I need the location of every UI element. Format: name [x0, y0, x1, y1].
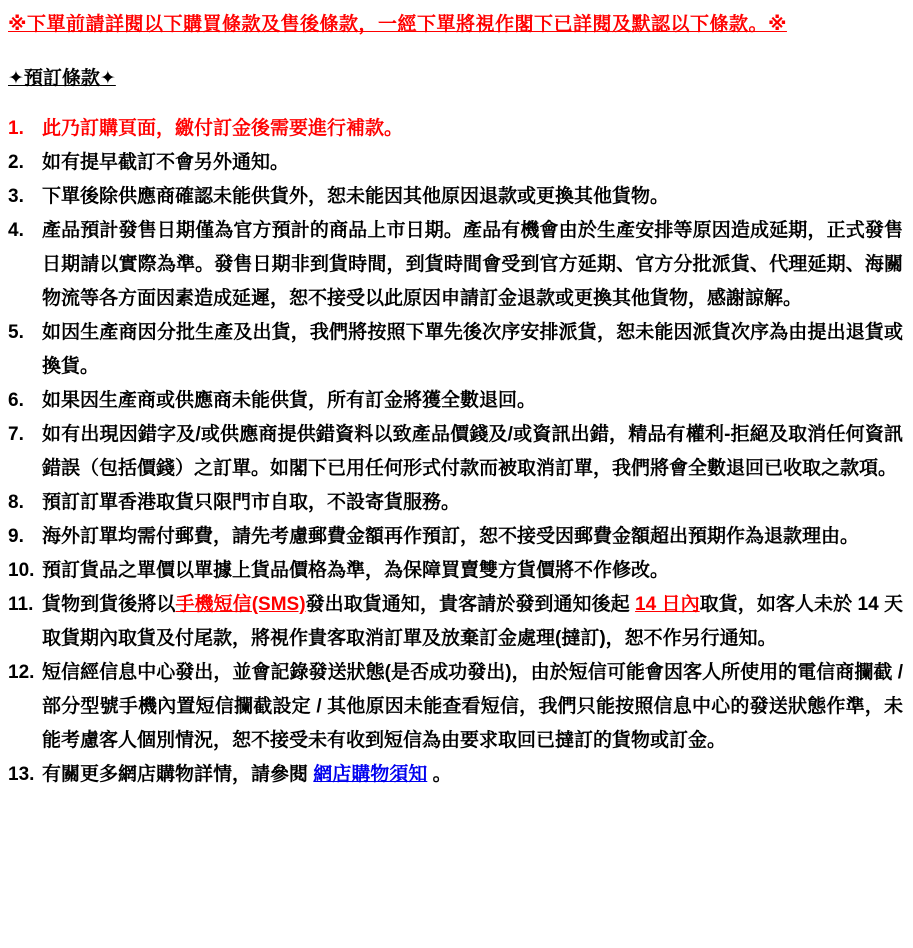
term-text: 如果因生產商或供應商未能供貨，所有訂金將獲全數退回。: [42, 390, 537, 411]
term-item-4: [8, 214, 903, 316]
term-item-13: [8, 758, 903, 792]
term-item-10: [8, 554, 903, 588]
page-title: ※下單前請詳閱以下購買條款及售後條款，一經下單將視作閣下已詳閱及默認以下條款。※: [8, 14, 787, 35]
term-text-segment: 。: [427, 764, 452, 785]
term-text-segment: 有關更多網店購物詳情，請參閱: [42, 764, 314, 785]
term-text-segment: 取貨，如客人未於 14 天取貨期內取貨及付尾款，將視作貴客取消訂單及放棄訂金處理(撻訂)，恕不作另行通知。: [42, 594, 903, 649]
term-number: 5.: [8, 322, 24, 343]
term-number: 13.: [8, 764, 35, 785]
term-text: 下單後除供應商確認未能供貨外，恕未能因其他原因退款或更換其他貨物。: [42, 186, 670, 207]
term-text-segment: 發出取貨通知，貴客請於發到通知後起: [305, 594, 636, 615]
term-item-7: [8, 418, 903, 486]
term-item-11: [8, 588, 903, 656]
term-text: 預訂訂單香港取貨只限門市自取，不設寄貨服務。: [42, 492, 461, 513]
term-number: 1.: [8, 118, 24, 139]
term-number: 4.: [8, 220, 24, 241]
term-text: [42, 758, 903, 792]
term-text: 產品預計發售日期僅為官方預計的商品上市日期。產品有機會由於生產安排等原因造成延期，正式發售日期請以實際為準。發售日期非到貨時間，到貨時間會受到官方延期、官方分批派貨、代理延期、海關物流等各方面因素造成延遲，恕不接受以此原因申請訂金退款或更換其他貨物，感謝諒解。: [42, 220, 903, 309]
term-number: 9.: [8, 526, 24, 547]
shop-guide-link[interactable]: 網店購物須知: [313, 764, 428, 785]
term-number: 2.: [8, 152, 24, 173]
term-number: 3.: [8, 186, 24, 207]
term-text: 如有出現因錯字及/或供應商提供錯資料以致產品價錢及/或資訊出錯，精品有權利-拒絕及取消任何資訊錯誤（包括價錢）之訂單。如閣下已用任何形式付款而被取消訂單，我們將會全數退回已收取之款項。: [42, 424, 903, 479]
terms-list: [8, 112, 903, 792]
term-number: 12.: [8, 662, 35, 683]
term-item-6: [8, 384, 903, 418]
term-text: [42, 588, 903, 656]
term-text: 如有提早截訂不會另外通知。: [42, 152, 290, 173]
term-text: 此乃訂購頁面，繳付訂金後需要進行補款。: [42, 118, 404, 139]
term-number: 11.: [8, 594, 34, 615]
term-text-segment: 貨物到貨後將以: [42, 594, 176, 615]
term-item-9: [8, 520, 903, 554]
term-item-8: [8, 486, 903, 520]
term-number: 7.: [8, 424, 24, 445]
term-item-12: [8, 656, 903, 758]
section-header: ✦預訂條款✦: [8, 68, 116, 89]
term-text: 如因生產商因分批生產及出貨，我們將按照下單先後次序安排派貨，恕未能因派貨次序為由提出退貨或換貨。: [42, 322, 903, 377]
sms-highlight: 手機短信(SMS): [175, 594, 306, 615]
term-text: 預訂貨品之單價以單據上貨品價格為準，為保障買賣雙方貨價將不作修改。: [42, 560, 670, 581]
term-number: 10.: [8, 560, 35, 581]
term-text: 海外訂單均需付郵費，請先考慮郵費金額再作預訂，恕不接受因郵費金額超出預期作為退款理由。: [42, 526, 860, 547]
term-item-1: [8, 112, 903, 146]
term-text: 短信經信息中心發出，並會記錄發送狀態(是否成功發出)，由於短信可能會因客人所使用的電信商攔截 / 部分型號手機內置短信攔截設定 / 其他原因未能查看短信，我們只能按照信息中心的發送狀態作準，未能考慮客人個別情況，恕不接受未有收到短信為由要求取回已撻訂的貨物或訂金。: [42, 662, 903, 751]
term-item-2: [8, 146, 903, 180]
days-highlight: 14 日內: [635, 594, 700, 615]
term-number: 8.: [8, 492, 24, 513]
term-item-3: [8, 180, 903, 214]
term-number: 6.: [8, 390, 24, 411]
term-item-5: [8, 316, 903, 384]
